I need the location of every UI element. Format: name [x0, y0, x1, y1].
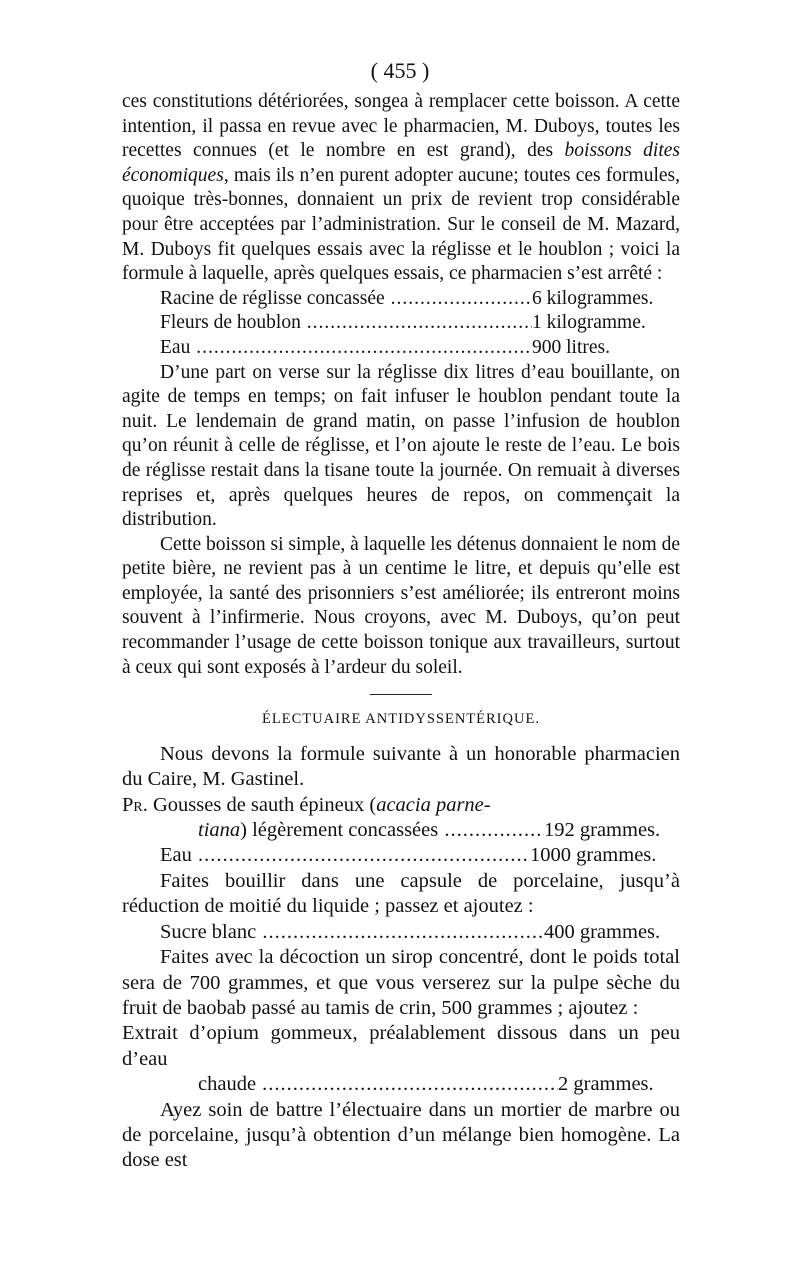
- paragraph-boil: Faites bouillir dans une capsule de porcelaine, jusqu’à réduction de moitié du liquide ; passez et ajoutez :: [122, 869, 680, 918]
- prescription-text: Gousses de sauth épineux (: [147, 793, 377, 816]
- recipe-qty: 6 kilogrammes.: [532, 287, 654, 309]
- prescription-italic: acacia parne-: [376, 793, 491, 816]
- recipe-qty: 900 litres.: [532, 336, 610, 358]
- prescription-abbrev: Pr.: [122, 793, 148, 816]
- water-qty: 1000 grammes.: [530, 844, 657, 867]
- para1-italic: boissons dites économiques: [122, 140, 680, 186]
- opium-qty: 2 grammes.: [558, 1073, 654, 1096]
- recipe-label: Eau .....: [160, 336, 532, 361]
- page-number: ( 455 ): [370, 58, 430, 83]
- para1-text-a: ces constitutions détériorées, songea à remplacer cette boisson. A cette intention, il passa en revue avec le pharmacien, M. Duboys, toutes les recettes connues (et le nombre en est grand), des: [122, 91, 680, 162]
- recipe-row: [160, 336, 680, 361]
- recipe-row: [160, 311, 680, 336]
- recipe-label: Racine de réglisse concassée .....: [160, 287, 532, 312]
- sugar-label: Sucre blanc .....: [160, 920, 544, 945]
- section-heading: ÉLECTUAIRE ANTIDYSSENTÉRIQUE.: [262, 711, 540, 728]
- opium-label: chaude .....: [198, 1072, 558, 1097]
- sugar-row: [160, 920, 680, 945]
- section-divider: [370, 694, 432, 695]
- prescription-italic-2: tiana: [198, 819, 241, 842]
- paragraph-intro: [122, 90, 680, 287]
- recipe-label: Fleurs de houblon .....: [160, 311, 532, 336]
- water-label: Eau .....: [160, 843, 530, 868]
- water-row: [160, 843, 680, 868]
- prescription-text-2: ) légèrement concassées: [240, 819, 439, 842]
- para1-text-b: , mais ils n’en purent adopter aucune; toutes ces formules, quoique très-bonnes, donnaient un prix de revient trop considérable pour être acceptées par l’administration. Sur le conseil de M. Mazard, M. Duboys fit quelques essais avec la réglisse et le houblon ; voici la formule à laquelle, après quelques essais, ce pharmacien s’est arrêté :: [122, 164, 680, 285]
- paragraph-benefits: Cette boisson si simple, à laquelle les détenus donnaient le nom de petite bière, ne revient pas à un centime le litre, et depuis qu’elle est employée, la santé des prisonniers s’est améliorée; ils entreront moins souvent à l’infirmerie. Nous croyons, avec M. Duboys, qu’on peut recommander l’usage de cette boisson tonique aux travailleurs, surtout à ceux qui sont exposés à l’ardeur du soleil.: [122, 533, 680, 678]
- opium-line: Extrait d’opium gommeux, préalablement dissous dans un peu d’eau: [122, 1022, 680, 1070]
- sugar-qty: 400 grammes.: [544, 920, 661, 943]
- section-electuaire: [122, 742, 680, 1174]
- recipe-row: [160, 287, 680, 312]
- prescription-qty: 192 grammes.: [544, 819, 661, 842]
- paragraph-final: Ayez soin de battre l’électuaire dans un mortier de marbre ou de porcelaine, jusqu’à obtention d’un mélange bien homogène. La dose est: [122, 1098, 680, 1172]
- opium-row: [160, 1072, 680, 1097]
- paragraph-syrup: Faites avec la décoction un sirop concentré, dont le poids total sera de 700 grammes, et que vous verserez sur la pulpe sèche du fruit de baobab passé au tamis de crin, 500 grammes ; ajoutez :: [122, 946, 680, 1019]
- prescription-line: [122, 793, 680, 818]
- prescription-line-2: [160, 818, 680, 843]
- paragraph-method: D’une part on verse sur la réglisse dix litres d’eau bouillante, on agite de temps en temps; on fait infuser le houblon pendant toute la nuit. Le lendemain de grand matin, on passe l’infusion de houblon qu’on réunit à celle de réglisse, et l’on ajoute le reste de l’eau. Le bois de réglisse restait dans la tisane toute la journée. On remuait à diverses reprises et, après quelques heures de repos, on commençait la distribution.: [122, 361, 680, 531]
- recipe-qty: 1 kilogramme.: [532, 312, 646, 334]
- paragraph-intro-electuaire: Nous devons la formule suivante à un honorable pharmacien du Caire, M. Gastinel.: [122, 742, 680, 791]
- page-body: [122, 90, 680, 1174]
